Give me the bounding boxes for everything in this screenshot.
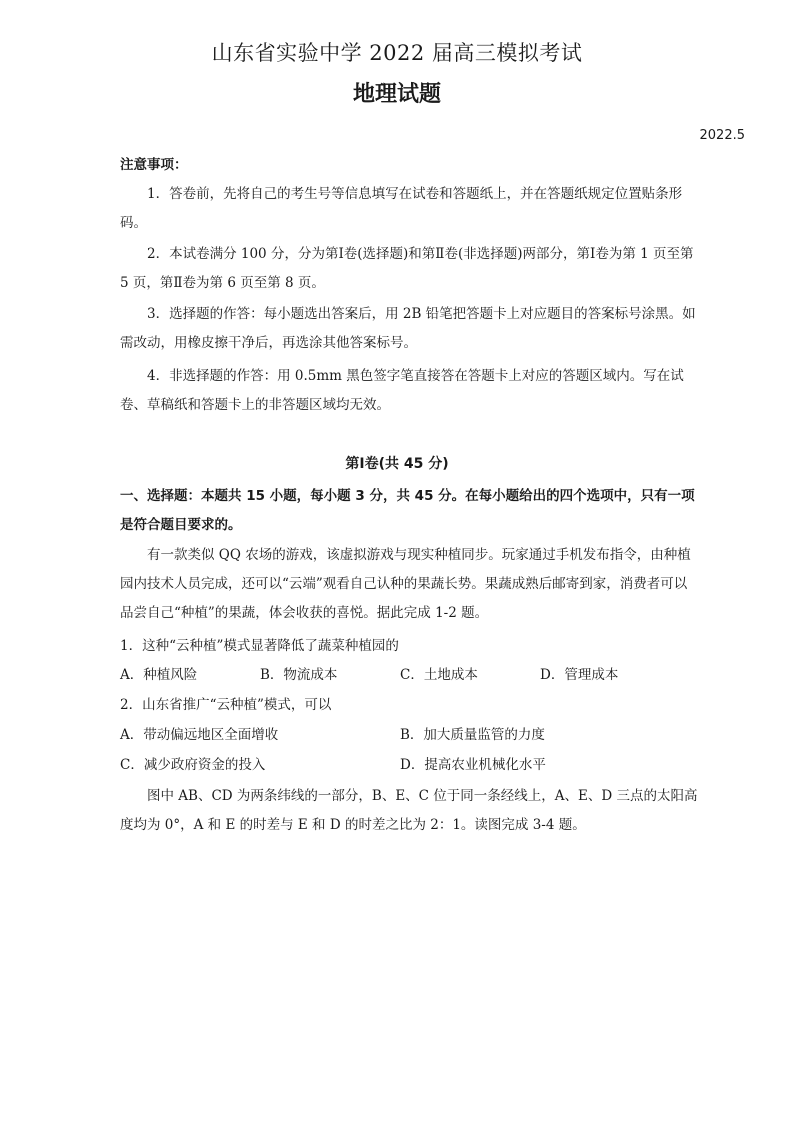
question-1-stem: 1．这种“云种植”模式显著降低了蔬菜种植园的: [120, 638, 399, 654]
notice-item-1: 1．答卷前，先将自己的考生号等信息填写在试卷和答题纸上，并在答题纸规定位置贴条形码。: [120, 186, 683, 231]
q2-option-a: A．带动偏远地区全面增收: [120, 727, 279, 743]
question-2-options-row-1: [120, 724, 700, 746]
q1-option-c: C．土地成本: [400, 667, 478, 683]
q2-option-c: C．减少政府资金的投入: [120, 757, 266, 773]
exam-date: 2022.5: [699, 128, 745, 143]
section-heading: 第Ⅰ卷(共 45 分): [345, 456, 449, 472]
notice-heading: 注意事项：: [120, 157, 188, 173]
q2-option-b: B．加大质量监管的力度: [400, 727, 545, 743]
q1-option-b: B．物流成本: [260, 667, 338, 683]
q1-option-a: A．种植风险: [120, 667, 198, 683]
exam-title: 山东省实验中学 2022 届高三模拟考试: [211, 41, 583, 65]
subject-title: 地理试题: [352, 82, 441, 107]
question-2-stem: 2．山东省推广“云种植”模式，可以: [120, 697, 332, 713]
notice-item-4: 4．非选择题的作答：用 0.5mm 黑色签字笔直接答在答题卡上对应的答题区域内。写在试卷、草稿纸和答题卡上的非答题区域均无效。: [120, 368, 684, 413]
notice-item-2: 2．本试卷满分 100 分，分为第Ⅰ卷(选择题)和第Ⅱ卷(非选择题)两部分，第Ⅰ卷为第 1 页至第 5 页，第Ⅱ卷为第 6 页至第 8 页。: [120, 246, 694, 291]
section-instruction: 一、选择题：本题共 15 小题，每小题 3 分，共 45 分。在每小题给出的四个选项中，只有一项是符合题目要求的。: [120, 488, 695, 533]
question-1-options: [120, 664, 700, 686]
notice-item-3: 3．选择题的作答：每小题选出答案后，用 2B 铅笔把答题卡上对应题目的答案标号涂黑。如需改动，用橡皮擦干净后，再选涂其他答案标号。: [120, 306, 696, 351]
q1-option-d: D．管理成本: [540, 667, 619, 683]
material-paragraph-2: 图中 AB、CD 为两条纬线的一部分，B、E、C 位于同一条经线上，A、E、D 三点的太阳高度均为 0°，A 和 E 的时差与 E 和 D 的时差之比为 2：1。读图完成 3-4 题。: [120, 788, 698, 833]
q2-option-d: D．提高农业机械化水平: [400, 757, 546, 773]
material-paragraph-1: 有一款类似 QQ 农场的游戏，该虚拟游戏与现实种植同步。玩家通过手机发布指令，由种植园内技术人员完成，还可以“云端”观看自己认种的果蔬长势。果蔬成熟后邮寄到家，消费者可以品尝自己“种植”的果蔬，体会收获的喜悦。据此完成 1-2 题。: [120, 547, 691, 621]
question-2-options-row-2: [120, 754, 700, 776]
